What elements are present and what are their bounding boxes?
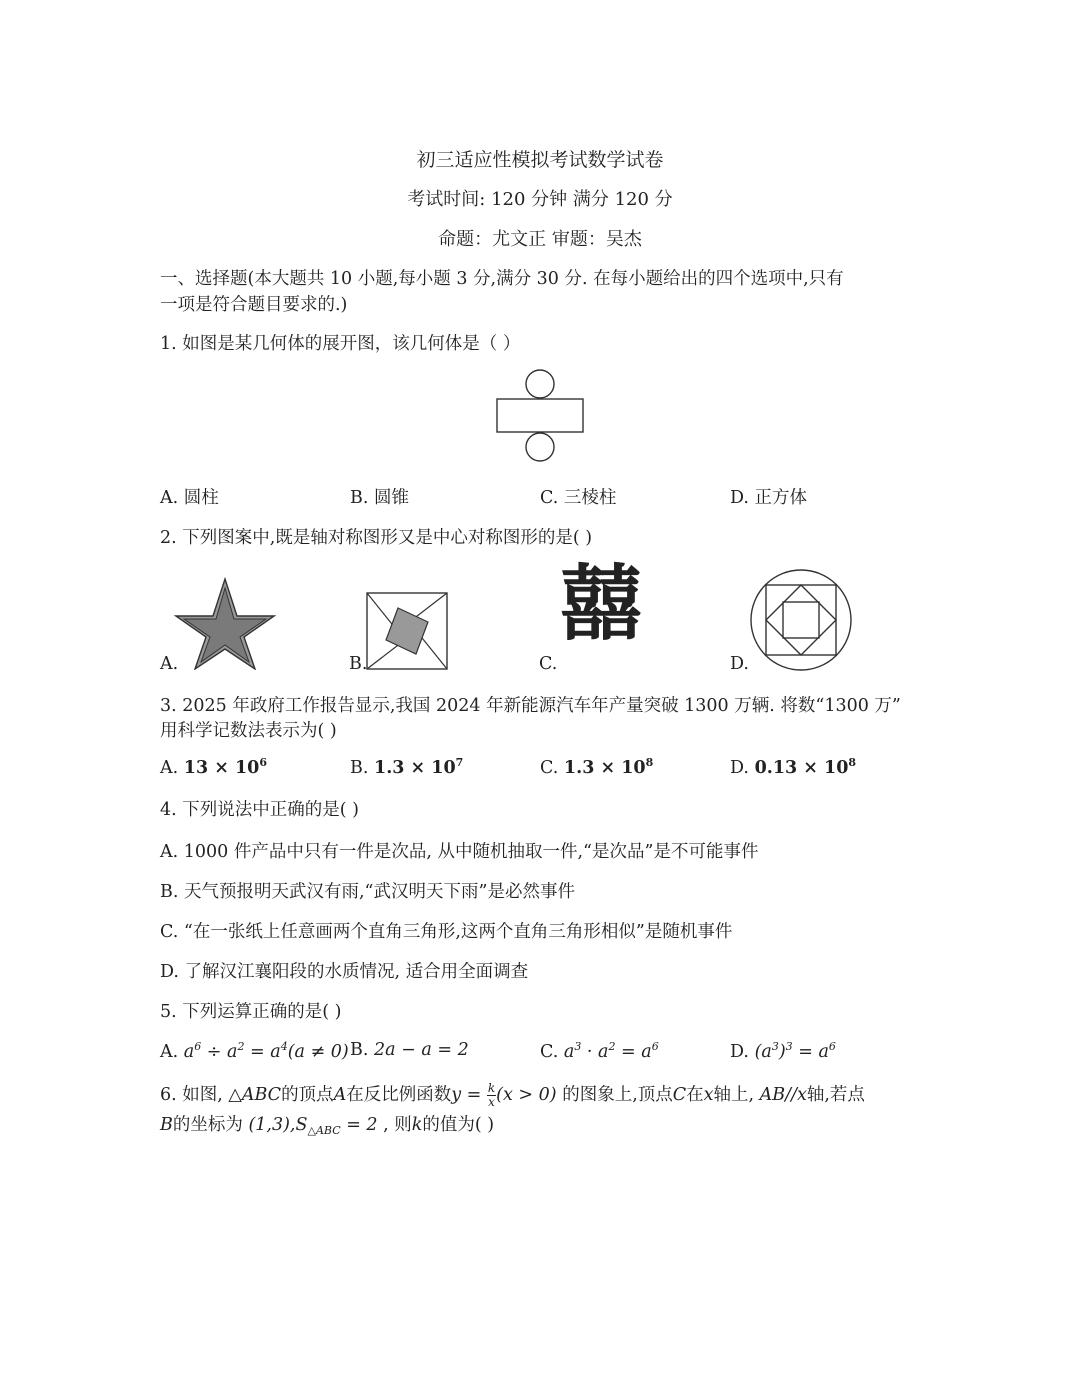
q1-stem: 1. 如图是某几何体的展开图，该几何体是（ ） [160,334,521,354]
q5-stem: 5. 下列运算正确的是( ) [160,1002,342,1022]
q1-top-circle [526,370,554,398]
q2-double-happiness-glyph: 囍 [560,557,639,652]
q5-option-a: A. $a^6 \div a^2 = a^4(a \ne 0)$ [160,1040,349,1062]
q4-option-a: A. 1000 件产品中只有一件是次品, 从中随机抽取一件,“是次品”是不可能事件 [160,842,759,862]
q2-label-a: A. [160,654,179,674]
exam-info: 考试时间: 120 分钟 满分 120 分 [407,189,673,210]
q6-stem-line2: B的坐标为 $(1,3),S_{\triangle ABC} = 2$ , 则k的值为( ) [160,1115,495,1137]
q1-option-d: D. 正方体 [730,488,808,508]
section-heading-line1: 一、选择题(本大题共 10 小题,每小题 3 分,满分 30 分. 在每小题给出的四个选项中,只有 [160,269,844,289]
q3-option-b: B. $1.3 \times 10^7$ [350,756,464,778]
q1-option-c: C. 三棱柱 [540,488,617,508]
q2-square-pinwheel-figure [366,592,448,670]
q4-option-b: B. 天气预报明天武汉有雨,“武汉明天下雨”是必然事件 [160,882,575,902]
q4-option-c: C. “在一张纸上任意画两个直角三角形,这两个直角三角形相似”是随机事件 [160,922,733,942]
q6-stem-line1: 6. 如图, △ABC的顶点A在反比例函数y = $\frac{k}{x}$ (x > 0) 的图象上,顶点C在x轴上, AB//x轴,若点 [160,1081,865,1109]
q3-option-a: A. $13 \times 10^6$ [160,756,267,778]
q2-label-b: B. [349,654,368,674]
q2-circle-square-figure [748,568,854,672]
q4-option-d: D. 了解汉江襄阳段的水质情况, 适合用全面调查 [160,962,529,982]
q1-option-b: B. 圆锥 [350,488,409,508]
q1-rectangle [497,399,583,432]
exam-authors: 命题：尤文正 审题：吴杰 [438,229,642,250]
q2-star-figure [174,576,276,670]
q4-stem: 4. 下列说法中正确的是( ) [160,800,359,820]
q5-option-b: B. 2a − a = 2 [350,1040,469,1060]
q1-net-figure [490,368,590,464]
q2-stem: 2. 下列图案中,既是轴对称图形又是中心对称图形的是( ) [160,528,593,548]
q3-option-c: C. $1.3 \times 10^8$ [540,756,654,778]
q1-option-a: A. 圆柱 [160,488,219,508]
q1-bottom-circle [526,433,554,461]
q3-option-d: D. $0.13 \times 10^8$ [730,756,857,778]
exam-title: 初三适应性模拟考试数学试卷 [416,149,664,171]
q5-option-d: D. $(a^3)^3 = a^6$ [730,1040,836,1062]
q2-label-c: C. [539,654,558,674]
q2-label-d: D. [730,654,749,674]
q3-stem-line2: 用科学记数法表示为( ) [160,721,337,741]
section-heading-line2: 一项是符合题目要求的.) [160,295,348,315]
q3-stem-line1: 3. 2025 年政府工作报告显示,我国 2024 年新能源汽车年产量突破 1300 万辆. 将数“1300 万” [160,696,901,716]
q5-option-c: C. $a^3 \cdot a^2 = a^6$ [540,1040,659,1062]
